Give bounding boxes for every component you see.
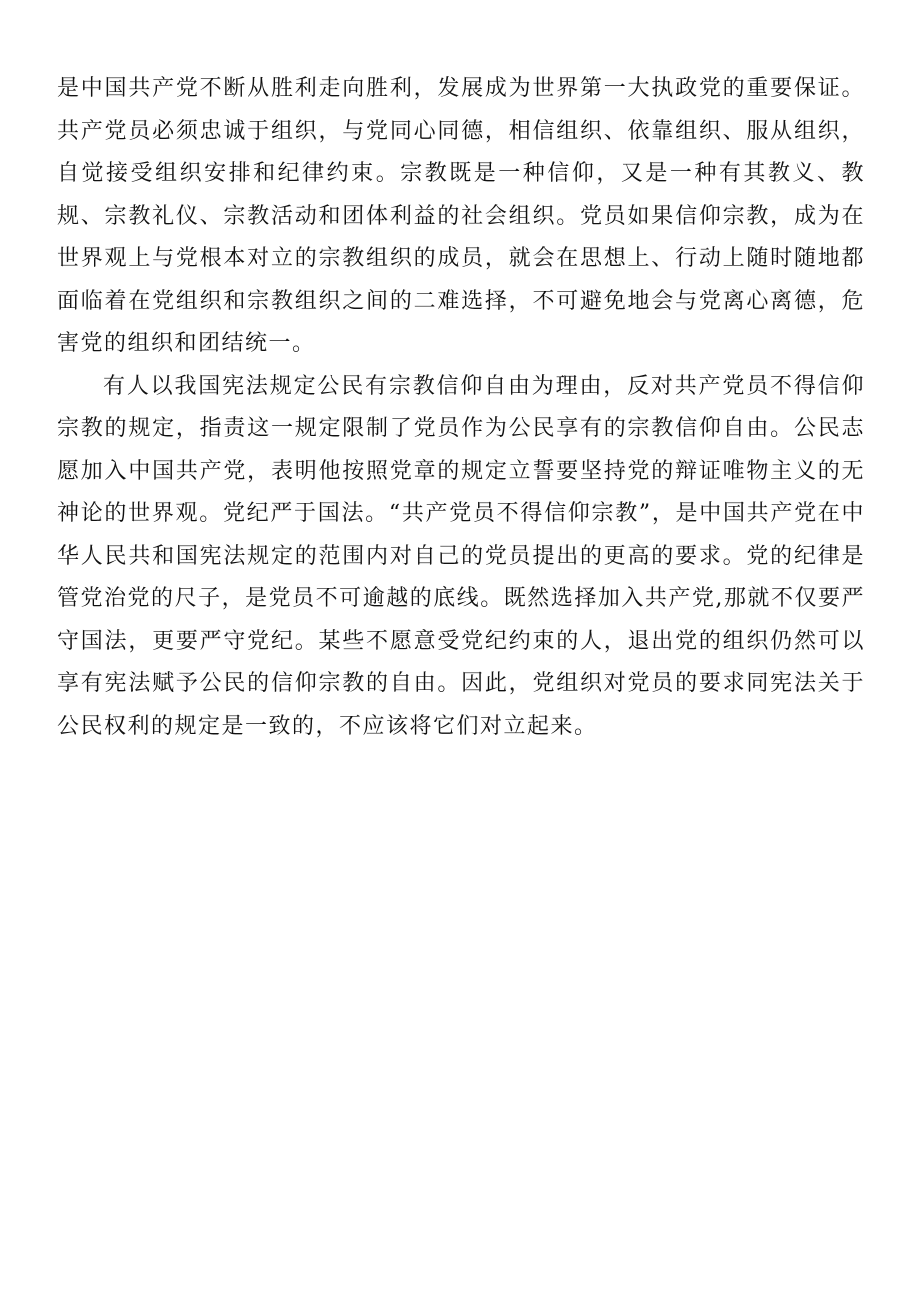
paragraph-religious-freedom: 有人以我国宪法规定公民有宗教信仰自由为理由，反对共产党员不得信仰宗教的规定，指责这一规定限制了党员作为公民享有的宗教信仰自由。公民志愿加入中国共产党，表明他按照党章的规定立誓要坚持党的辩证唯物主义的无神论的世界观。党纪严于国法。“共产党员不得信仰宗教”，是中国共产党在中华人民共和国宪法规定的范围内对自己的党员提出的更高的要求。党的纪律是管党治党的尺子，是党员不可逾越的底线。既然选择加入共产党,那就不仅要严守国法，更要严守党纪。某些不愿意受党纪约束的人，退出党的组织仍然可以享有宪法赋予公民的信仰宗教的自由。因此，党组织对党员的要求同宪法关于公民权利的规定是一致的，不应该将它们对立起来。 (57, 373, 865, 739)
paragraph-continuation: 是中国共产党不断从胜利走向胜利，发展成为世界第一大执政党的重要保证。共产党员必须忠诚于组织，与党同心同德，相信组织、依靠组织、服从组织，自觉接受组织安排和纪律约束。宗教既是一种信仰，又是一种有其教义、教规、宗教礼仪、宗教活动和团体利益的社会组织。党员如果信仰宗教，成为在世界观上与党根本对立的宗教组织的成员，就会在思想上、行动上随时随地都面临着在党组织和宗教组织之间的二难选择，不可避免地会与党离心离德，危害党的组织和团结统一。 (57, 76, 865, 356)
document-body (57, 68, 865, 748)
